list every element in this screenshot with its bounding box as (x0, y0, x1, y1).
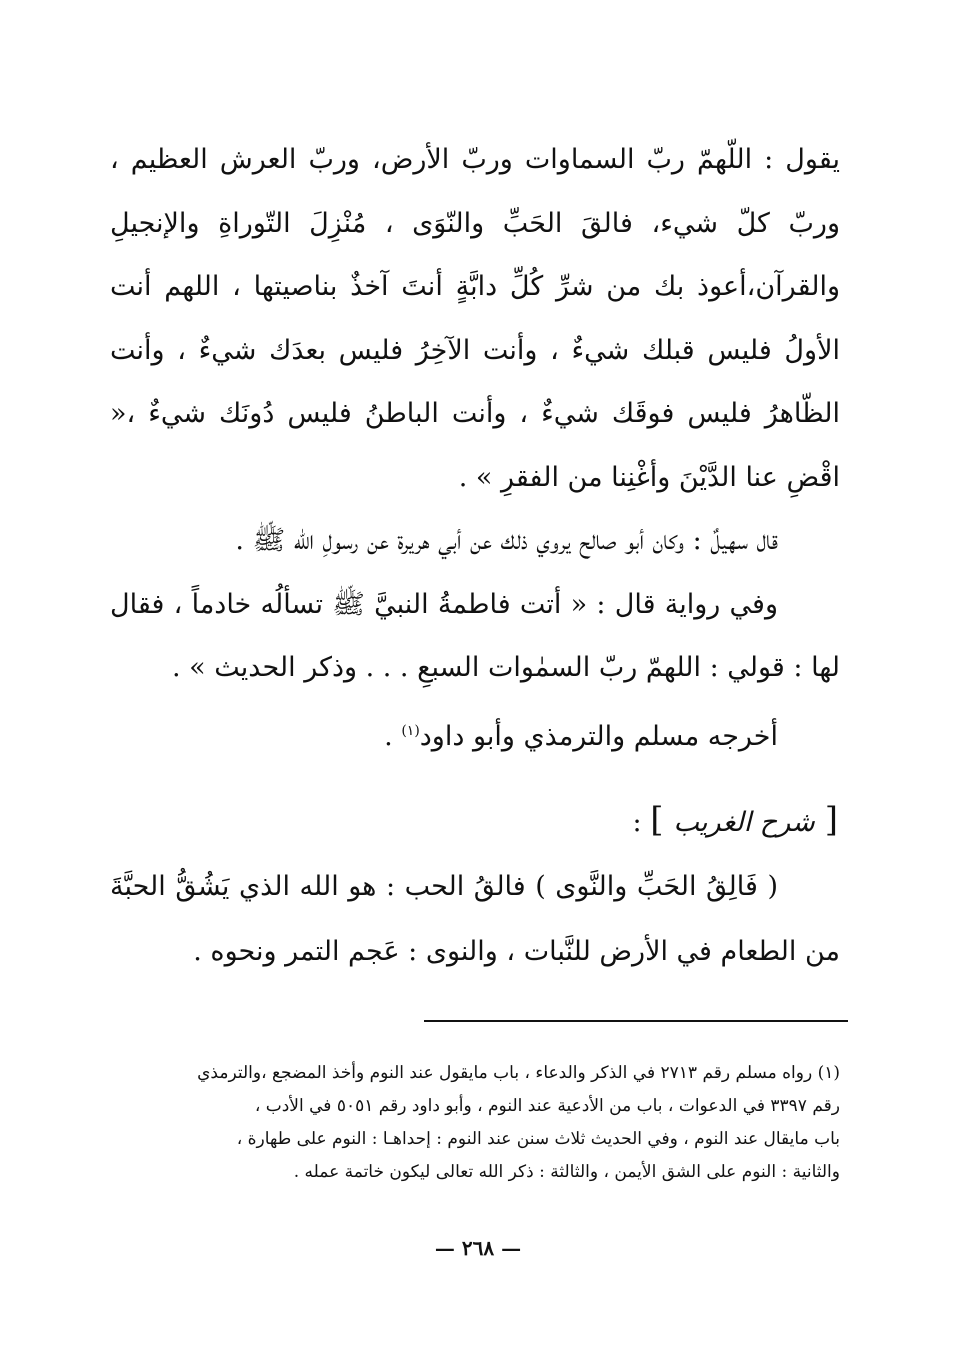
footnotes (112, 1057, 840, 1189)
takhrij-end: . (384, 720, 402, 752)
page-number: — ٢٦٨ — (434, 1236, 522, 1260)
narration-paragraph: قال سهيلٌ : وكان أبو صالح يروي ذلك عن أبي هريرة عن رسولِ الله ﷺ . (235, 525, 778, 556)
footnote-line-2: رقم ٣٣٩٧ في الدعوات ، باب من الأدعية عند النوم ، وأبو داود رقم ٥٠٥١ في الأدب ، (254, 1096, 840, 1116)
gharib-section (110, 854, 840, 984)
sharh-heading (633, 796, 838, 847)
sharh-close-bracket: ] (650, 800, 664, 840)
gharib-paragraph: ( فَالِقُ الحَبِّ والنَّوى ) فالقُ الحب : هو الله الذي يَشُقُّ الحبَّةَ من الطعام في الأرض للنَّبات ، والنوى : عَجم التمر ونحوه . (110, 871, 840, 967)
sharh-colon: : (632, 807, 642, 838)
takhrij-text: أخرجه مسلم والترمذي وأبو داود (419, 720, 778, 752)
footnote-marker: (١) (401, 722, 420, 739)
footnote-line-4: والثانية : النوم على الشق الأيمن ، والثالثة : ذكر الله تعالى ليكون خاتمة عمله . (293, 1162, 840, 1182)
hadith-paragraph: يقول : اللّهمّ ربّ السماوات وربّ الأرض، وربّ العرش العظيم ، وربّ كلّ شيء، فالقَ الحَبِّ والنّوَى ، مُنْزِلَ التّوراةِ والإنجيلِ والقرآن،أعوذ بك من شرِّ كُلِّ دابَّةٍ أنتَ آخذٌ بناصيتها ، اللهم أنت الأولُ فليس قبلك شيءٌ ، وأنت الآخِرُ فليس بعدَك شيءٌ ، وأنت الظّاهرُ فليس فوقَك شيءٌ ، وأنت الباطنُ فليس دُونَك شيءٌ ،« اقْضِ عنا الدَّيْنَ وأغْنِنا من الفقرِ » . (110, 144, 840, 493)
sharh-label: شرح الغريب (673, 807, 815, 838)
riwaya-paragraph: وفي رواية قال : « أتت فاطمةُ النبيَّ ﷺ تسألُه خادماً ، فقال لها : قولي : اللهمّ ربّ السمٰوات السبعِ . . . وذكر الحديث » . (110, 588, 840, 683)
footnote-line-3: باب مايقال عند النوم ، وفي الحديث ثلاث سنن عند النوم : إحداهـا : النوم على طهارة ، (236, 1129, 840, 1149)
sharh-open-bracket: [ (824, 800, 838, 840)
takhrij-paragraph (110, 700, 840, 769)
main-text (110, 128, 840, 768)
footnote-divider (424, 1020, 848, 1022)
footnote-line-1: (١) رواه مسلم رقم ٢٧١٣ في الذكر والدعاء ، باب مايقول عند النوم وأخذ المضجع ،والترمذي (197, 1063, 840, 1083)
